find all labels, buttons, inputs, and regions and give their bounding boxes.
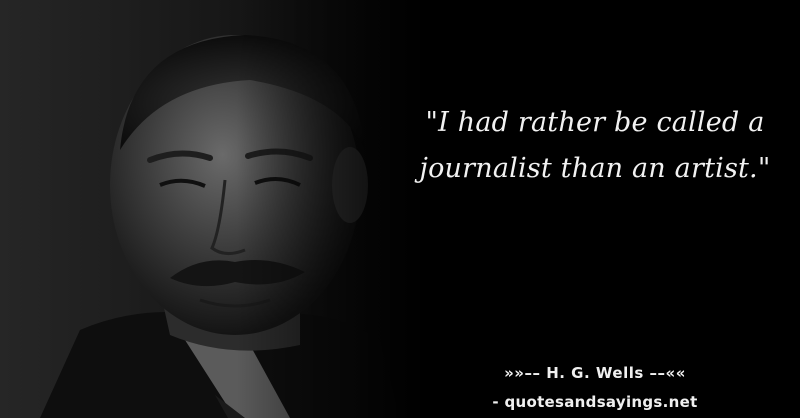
source-site: - quotesandsayings.net [492, 393, 698, 411]
quote-block [405, 100, 785, 192]
quote-text: "I had rather be called a journalist than an artist." [419, 107, 771, 184]
author-attribution: »»–– H. G. Wells ––«« [504, 364, 686, 382]
